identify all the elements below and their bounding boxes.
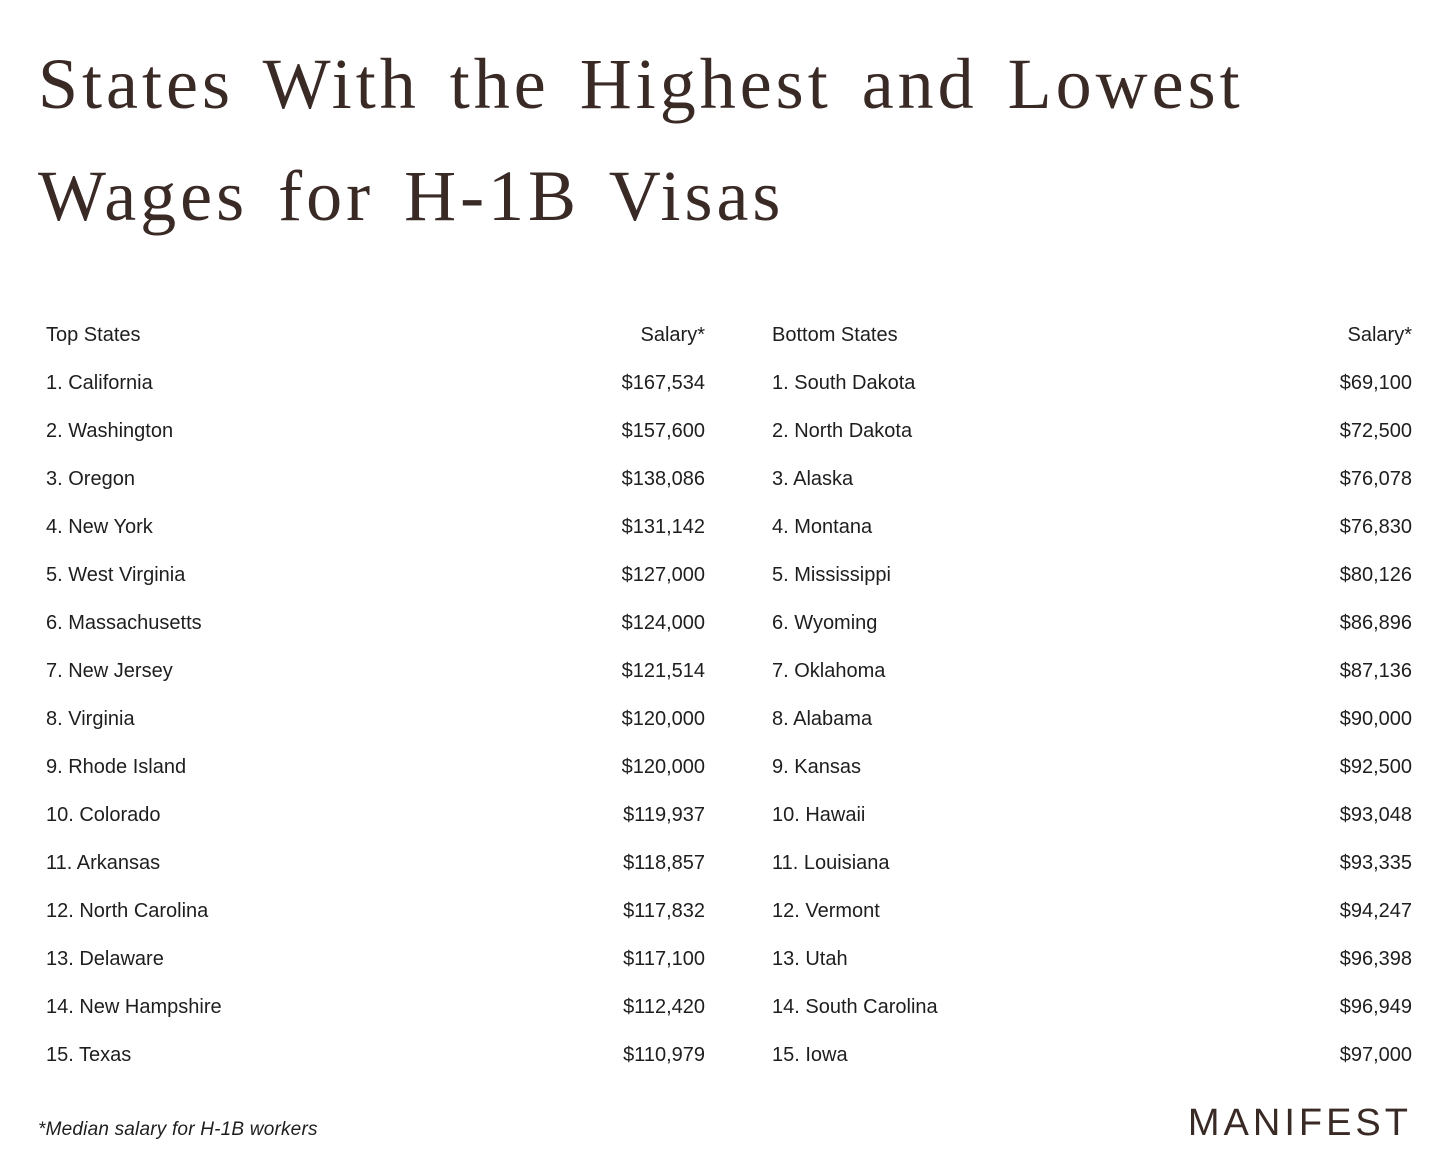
bottom-state-cell: 12. Vermont [772, 899, 880, 922]
top-salary-cell: $167,534 [621, 371, 705, 394]
salary-table [46, 311, 1412, 1079]
top-state-cell: 3. Oregon [46, 467, 135, 490]
bottom-salary-cell: $96,949 [1339, 995, 1412, 1018]
bottom-salary-cell: $87,136 [1339, 659, 1412, 682]
bottom-salary-cell: $93,048 [1339, 803, 1412, 826]
bottom-salary-cell: $93,335 [1339, 851, 1412, 874]
page-title-line-1: States With the Highest and Lowest [38, 44, 1244, 124]
top-salary-cell: $138,086 [621, 467, 705, 490]
bottom-state-cell: 15. Iowa [772, 1043, 848, 1066]
table-row [46, 695, 1412, 743]
top-state-cell: 4. New York [46, 515, 153, 538]
top-salary-cell: $120,000 [621, 707, 705, 730]
top-state-cell: 5. West Virginia [46, 563, 186, 586]
top-salary-cell: $112,420 [623, 995, 705, 1018]
top-salary-cell: $157,600 [621, 419, 705, 442]
page-title-line-2: Wages for H-1B Visas [38, 156, 785, 236]
top-states-header: Top States [46, 323, 141, 346]
page-title [38, 28, 1433, 252]
top-salary-cell: $110,979 [623, 1043, 705, 1066]
top-salary-cell: $117,832 [623, 899, 705, 922]
top-state-cell: 9. Rhode Island [46, 755, 187, 778]
table-row [46, 887, 1412, 935]
table-row [46, 359, 1412, 407]
bottom-state-cell: 2. North Dakota [772, 419, 913, 442]
table-header-row [46, 311, 1412, 359]
bottom-salary-cell: $92,500 [1339, 755, 1412, 778]
bottom-salary-cell: $80,126 [1339, 563, 1412, 586]
bottom-state-cell: 9. Kansas [772, 755, 861, 778]
table-row [46, 599, 1412, 647]
table-row [46, 551, 1412, 599]
bottom-salary-cell: $86,896 [1339, 611, 1412, 634]
top-state-cell: 12. North Carolina [46, 899, 209, 922]
top-state-cell: 15. Texas [46, 1043, 132, 1066]
bottom-salary-cell: $90,000 [1339, 707, 1412, 730]
top-salary-cell: $124,000 [621, 611, 705, 634]
bottom-state-cell: 5. Mississippi [772, 563, 891, 586]
bottom-state-cell: 14. South Carolina [772, 995, 938, 1018]
table-row [46, 839, 1412, 887]
top-state-cell: 6. Massachusetts [46, 611, 202, 634]
bottom-state-cell: 11. Louisiana [772, 851, 890, 874]
top-salary-cell: $117,100 [623, 947, 705, 970]
bottom-states-header: Bottom States [772, 323, 898, 346]
top-state-cell: 2. Washington [46, 419, 174, 442]
bottom-state-cell: 10. Hawaii [772, 803, 866, 826]
bottom-salary-cell: $94,247 [1339, 899, 1412, 922]
table-row [46, 647, 1412, 695]
bottom-state-cell: 7. Oklahoma [772, 659, 886, 682]
top-state-cell: 11. Arkansas [46, 851, 161, 874]
top-salary-cell: $118,857 [623, 851, 705, 874]
table-row [46, 503, 1412, 551]
top-state-cell: 13. Delaware [46, 947, 164, 970]
top-salary-cell: $131,142 [621, 515, 705, 538]
top-salary-cell: $119,937 [623, 803, 705, 826]
top-salary-cell: $120,000 [621, 755, 705, 778]
top-state-cell: 7. New Jersey [46, 659, 173, 682]
table-row [46, 455, 1412, 503]
table-row [46, 935, 1412, 983]
table-row [46, 743, 1412, 791]
bottom-salary-cell: $69,100 [1339, 371, 1412, 394]
bottom-state-cell: 6. Wyoming [772, 611, 878, 634]
top-salary-header: Salary* [640, 323, 705, 346]
bottom-salary-cell: $96,398 [1339, 947, 1412, 970]
top-state-cell: 1. California [46, 371, 153, 394]
table-row [46, 983, 1412, 1031]
table-row [46, 407, 1412, 455]
bottom-state-cell: 8. Alabama [772, 707, 873, 730]
manifest-logo: MANIFEST [1187, 1102, 1412, 1144]
top-salary-cell: $127,000 [621, 563, 705, 586]
bottom-salary-cell: $72,500 [1339, 419, 1412, 442]
bottom-state-cell: 1. South Dakota [772, 371, 916, 394]
top-state-cell: 10. Colorado [46, 803, 161, 826]
bottom-salary-header: Salary* [1347, 323, 1412, 346]
bottom-salary-cell: $76,078 [1339, 467, 1412, 490]
top-state-cell: 14. New Hampshire [46, 995, 222, 1018]
table-row [46, 791, 1412, 839]
footnote: *Median salary for H-1B workers [38, 1119, 318, 1140]
bottom-state-cell: 13. Utah [772, 947, 848, 970]
bottom-salary-cell: $97,000 [1339, 1043, 1412, 1066]
bottom-salary-cell: $76,830 [1339, 515, 1412, 538]
top-salary-cell: $121,514 [621, 659, 705, 682]
bottom-state-cell: 4. Montana [772, 515, 873, 538]
table-row [46, 1031, 1412, 1079]
top-state-cell: 8. Virginia [46, 707, 135, 730]
bottom-state-cell: 3. Alaska [772, 467, 854, 490]
